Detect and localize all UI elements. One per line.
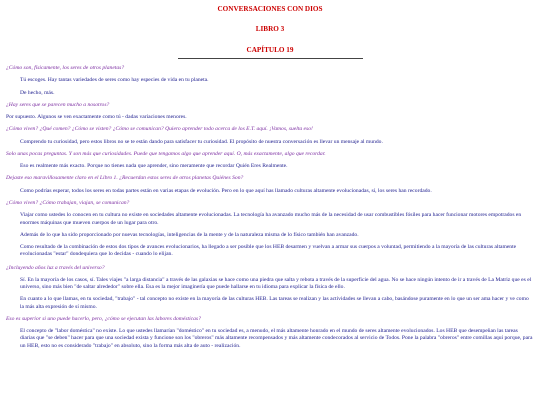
answer-paragraph: Comprendo tu curiosidad, pero estos libros no se te están dando para satisfacer tu curiosidad. El propósito de nuestra conversación es llevar un mensaje al mundo. <box>20 138 383 145</box>
answer-paragraph: Como resultado de la combinación de estos dos tipos de avances evolucionarios, ha llegado a ser posible que los HEB desarmen y vuelvan a armar sus cuerpos a voluntad, permitiendo a la mayoría de las culturas altamente evolucionadas "estar" dondequiera que lo decidas - cuando lo elijan. <box>20 244 517 258</box>
document-title: CONVERSACIONES CON DIOS <box>217 5 323 13</box>
dialogue-body <box>6 65 534 350</box>
question-paragraph: ¿Cómo son, físicamente, los seres de otros planetas? <box>6 65 125 72</box>
answer-paragraph: Tú escoges. Hay tantas variedades de seres como hay especies de vida en tu planeta. <box>20 77 209 84</box>
answer-paragraph: Viajar como ustedes lo conocen en tu cultura no existe en sociedades altamente evolucionadas. La tecnología ha avanzado mucho más de la necesidad de usar combustibles fósiles para hacer funcionar motores empotrados en enormes máquinas que mueven cuerpos de un lugar para otro. <box>20 212 522 226</box>
divider-rule <box>178 58 363 59</box>
question-paragraph: Solo unas pocas preguntas. Y son más que curiosidades. Puede que tengamos algo que aprender aquí. O, más exactamente, algo que recordar. <box>6 150 326 157</box>
question-paragraph: Dejaste eso maravillosamente claro en el Libro 1. ¿Recuerdan estos seres de otros planetas Quiénes Son? <box>6 175 244 182</box>
answer-paragraph: Eso es realmente más exacto. Porque no tienes nada que aprender, sino meramente que recordar Quién Eres Realmente. <box>20 163 288 170</box>
question-paragraph: Eso es superior si uno puede hacerlo, pero, ¿cómo se ejecutan las labores domésticas? <box>6 315 201 322</box>
answer-paragraph: De hecho, más. <box>20 89 55 96</box>
question-paragraph: ¿Cómo viven? ¿Cómo trabajan, viajan, se comunican? <box>6 200 130 206</box>
answer-paragraph: En cuanto a lo que llamas, en tu sociedad, "trabajo" - tal concepto no existe en la mayoría de las culturas HEB. Las tareas se realizan y las actividades se llevan a cabo, basándose puramente en lo que un ser ama hacer y ve como la más alta expresión de sí mismo. <box>20 296 529 310</box>
answer-paragraph: El concepto de "labor doméstica" no existe. Lo que ustedes llamarían "doméstico" en tu sociedad es, a menudo, el más altamente honrado en el mundo de seres altamente evolucionados. Los HEB que desempeñan las tareas diarias que "se deben" hacer para que una sociedad exista y funcione son los "obreros" más altamente recompensados y más altamente condecorados al servicio de Todos. Pone la palabra "obreros" entre comillas aquí porque, para un HEB, esto no es considerado "trabajo" en absoluto, sino la forma más alta de auto - realización. <box>20 328 533 349</box>
answer-paragraph: Sí. En la mayoría de los casos, sí. Tales viajes "a larga distancia" a través de las galaxias se hace como una piedra que salta y rebota a través de la superficie del agua. No se hace ningún intento de ir a través de La Matriz que es el universo, sino más bien "de saltar alrededor" sobre ella. Esa es la mejor imaginería que puede hallarse en tu idioma para explicar la física de ello. <box>20 276 532 291</box>
answer-paragraph: Por supuesto. Algunos se ven exactamente como tú - dadas variaciones menores. <box>6 114 187 121</box>
answer-paragraph: Además de lo que ha sido proporcionado por nuevas tecnologías, inteligencias de la mente y de la naturaleza misma de lo físico también han avanzado. <box>20 231 359 238</box>
question-paragraph: ¿Hay seres que se parecen mucho a nosotros? <box>6 101 110 108</box>
chapter-heading: CAPÍTULO 19 <box>246 45 294 54</box>
question-paragraph: ¿Incluyendo años luz a través del universo? <box>6 264 105 271</box>
answer-paragraph: Como podrías esperar, todos los seres en todas partes están en varias etapas de evolución. Pero en lo que aquí has llamado culturas altamente evolucionadas, sí, los seres han recordado. <box>20 187 432 194</box>
question-paragraph: ¿Cómo viven? ¿Qué comen? ¿Cómo se visten? ¿Cómo se comunican? Quiero aprender todo acerca de los E.T. aquí. ¡Vamos, suelta eso! <box>6 126 313 133</box>
book-number: LIBRO 3 <box>255 25 285 34</box>
